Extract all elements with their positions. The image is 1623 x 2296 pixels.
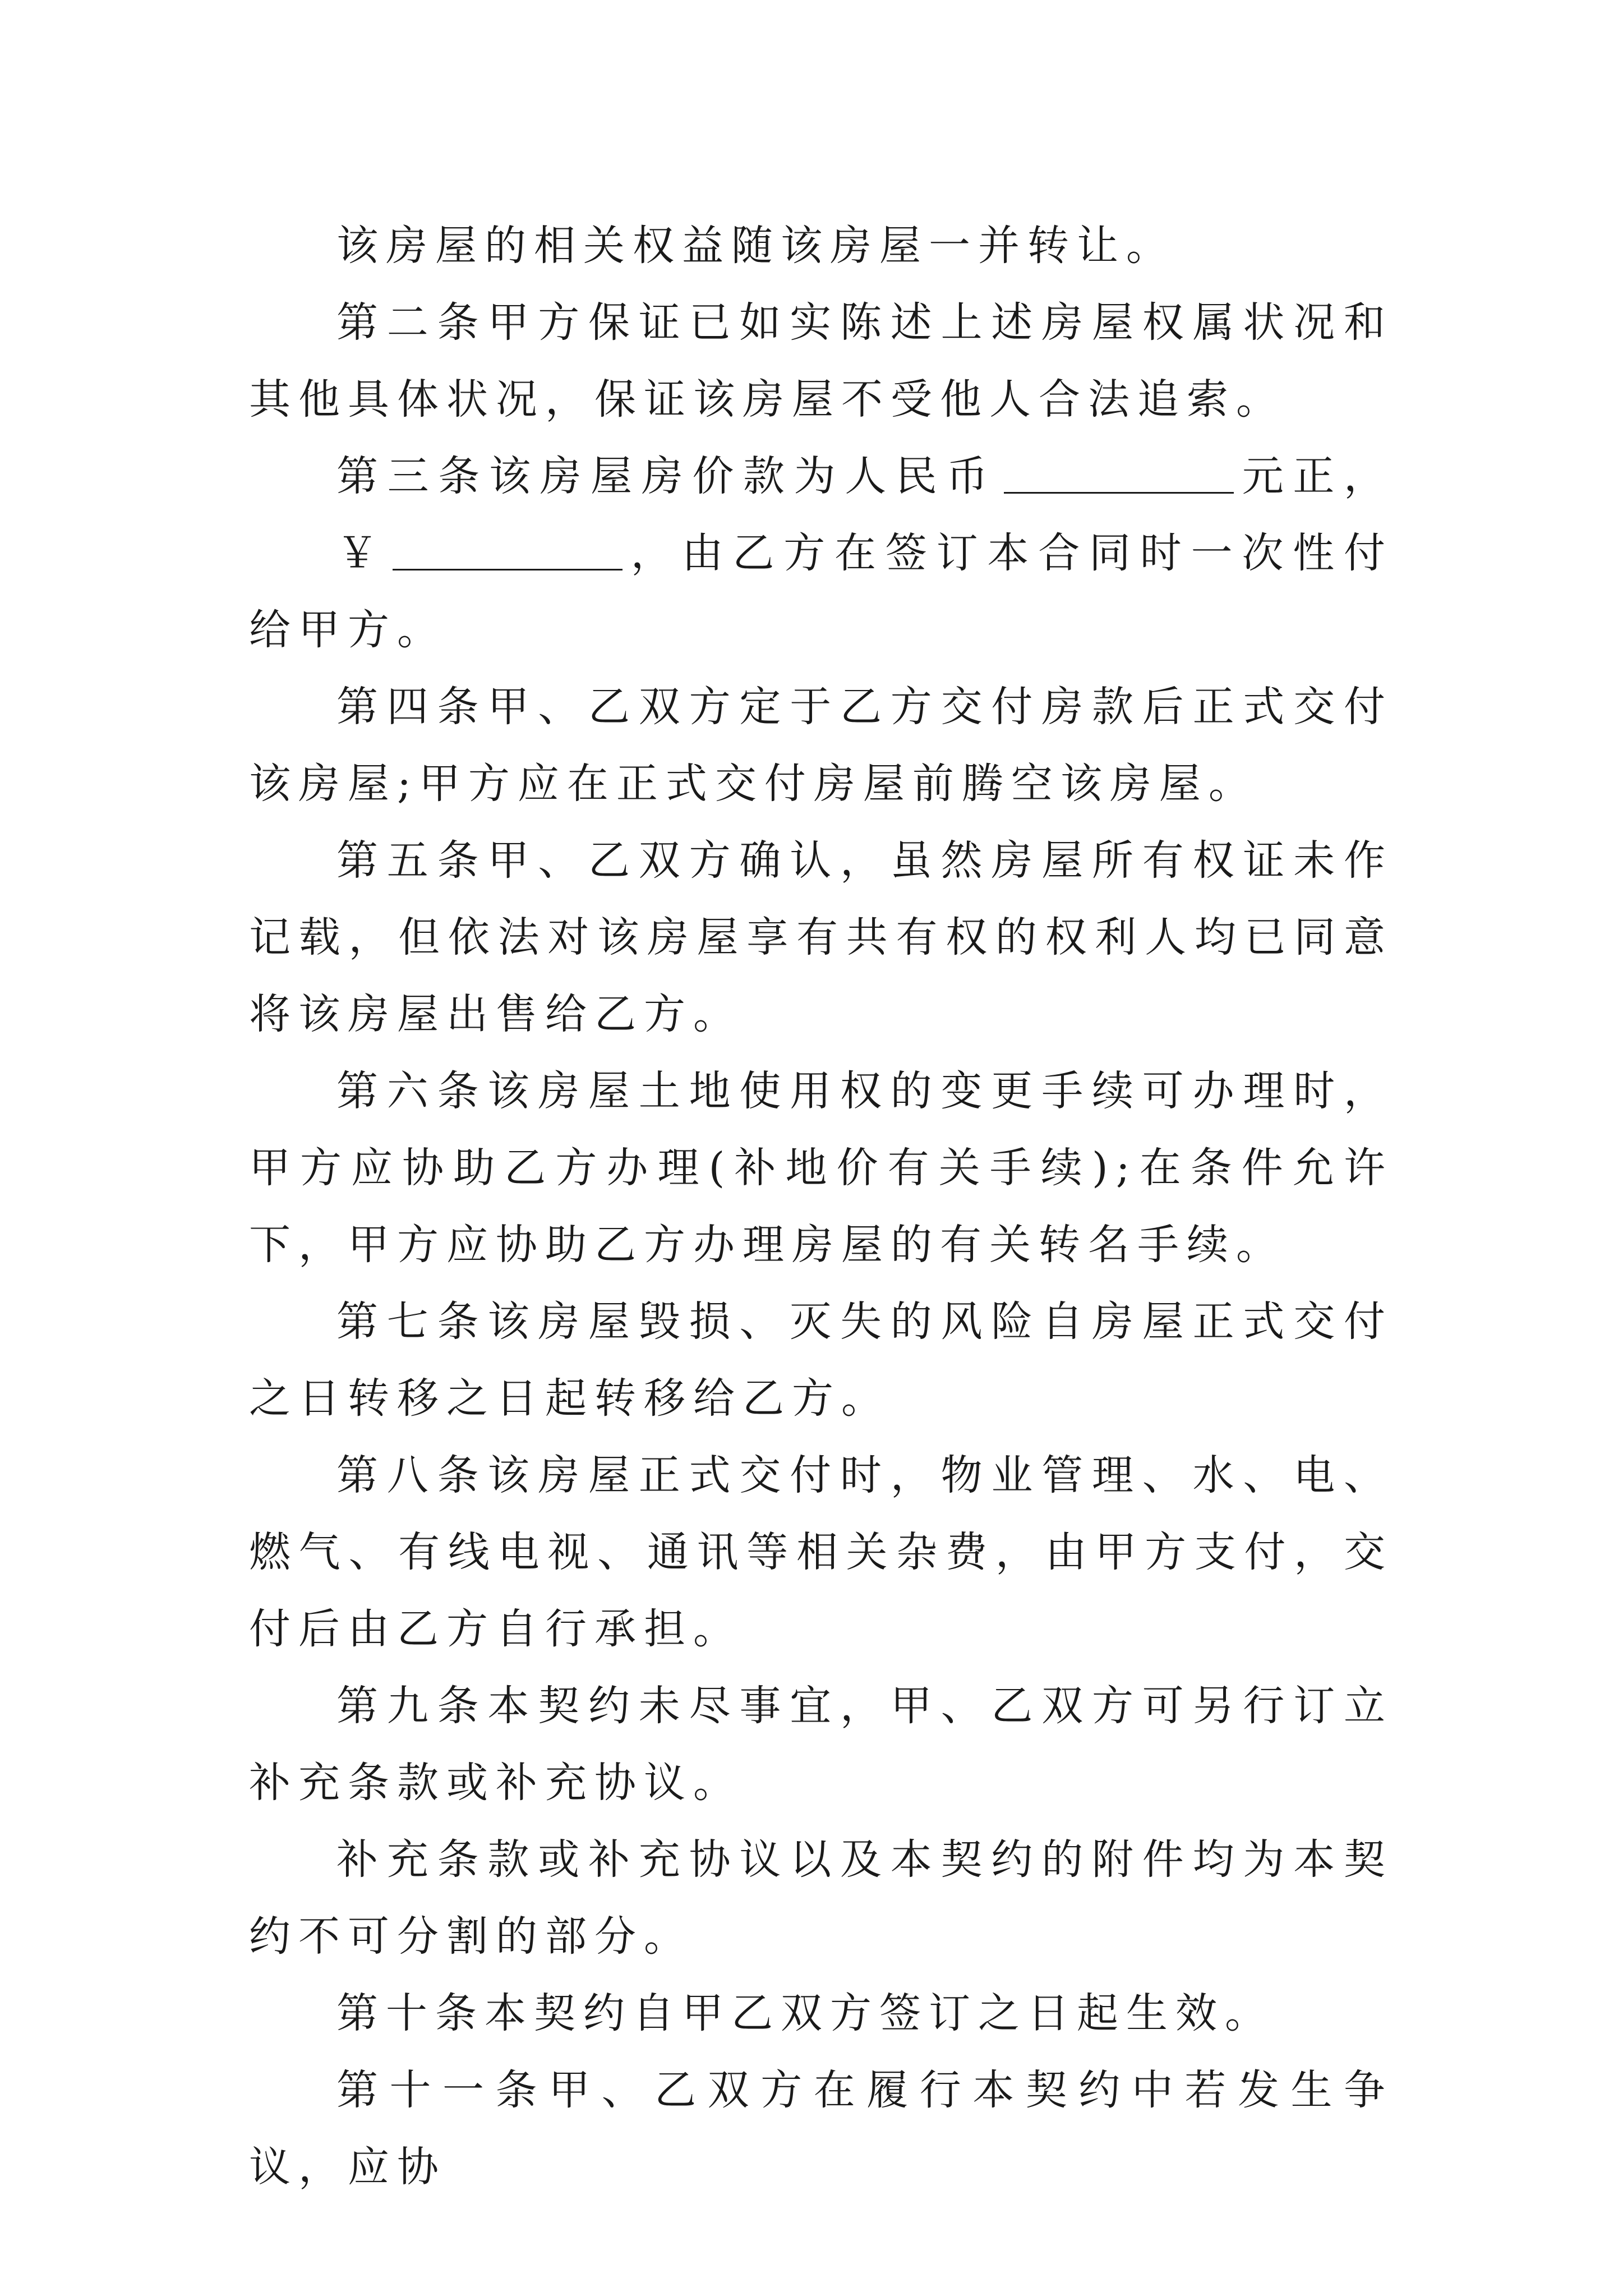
paragraph-article-6: 第六条该房屋土地使用权的变更手续可办理时，甲方应协助乙方办理(补地价有关手续);在条件允许下，甲方应协助乙方办理房屋的有关转名手续。 [249, 1067, 1393, 1269]
paragraph-article-4: 第四条甲、乙双方定于乙方交付房款后正式交付该房屋;甲方应在正式交付房屋前腾空该房屋。 [249, 683, 1393, 808]
contract-body [249, 208, 1393, 2206]
yuan-sign: ￥ [336, 529, 386, 577]
paragraph-article-10: 第十条本契约自甲乙双方签订之日起生效。 [336, 1989, 1274, 2037]
paragraph-article-3 [249, 438, 1393, 669]
paragraph-article-7: 第七条该房屋毁损、灭失的风险自房屋正式交付之日转移之日起转移给乙方。 [249, 1297, 1393, 1423]
paragraph-rights-transfer: 该房屋的相关权益随该房屋一并转让。 [336, 222, 1175, 270]
price-yuan-blank [393, 527, 623, 570]
paragraph-article-11: 第十一条甲、乙双方在履行本契约中若发生争议，应协 [249, 2066, 1393, 2191]
paragraph-supplement: 补充条款或补充协议以及本契约的附件均为本契约不可分割的部分。 [249, 1835, 1393, 1961]
article-3-text-d: ，由乙方在签订本合同时一次性付给甲方。 [249, 529, 1393, 654]
paragraph-article-8: 第八条该房屋正式交付时，物业管理、水、电、燃气、有线电视、通讯等相关杂费，由甲方支付，交付后由乙方自行承担。 [249, 1451, 1393, 1653]
price-rmb-blank [1004, 450, 1234, 494]
paragraph-article-9: 第九条本契约未尽事宜，甲、乙双方可另行订立补充条款或补充协议。 [249, 1682, 1393, 1807]
paragraph-article-5: 第五条甲、乙双方确认，虽然房屋所有权证未作记载，但依法对该房屋享有共有权的权利人均已同意将该房屋出售给乙方。 [249, 836, 1393, 1038]
paragraph-article-2: 第二条甲方保证已如实陈述上述房屋权属状况和其他具体状况，保证该房屋不受他人合法追索。 [249, 298, 1393, 424]
article-3-text-a: 第三条该房屋房价款为人民币 [336, 452, 998, 500]
article-3-text-b: 元正， [1241, 452, 1393, 500]
